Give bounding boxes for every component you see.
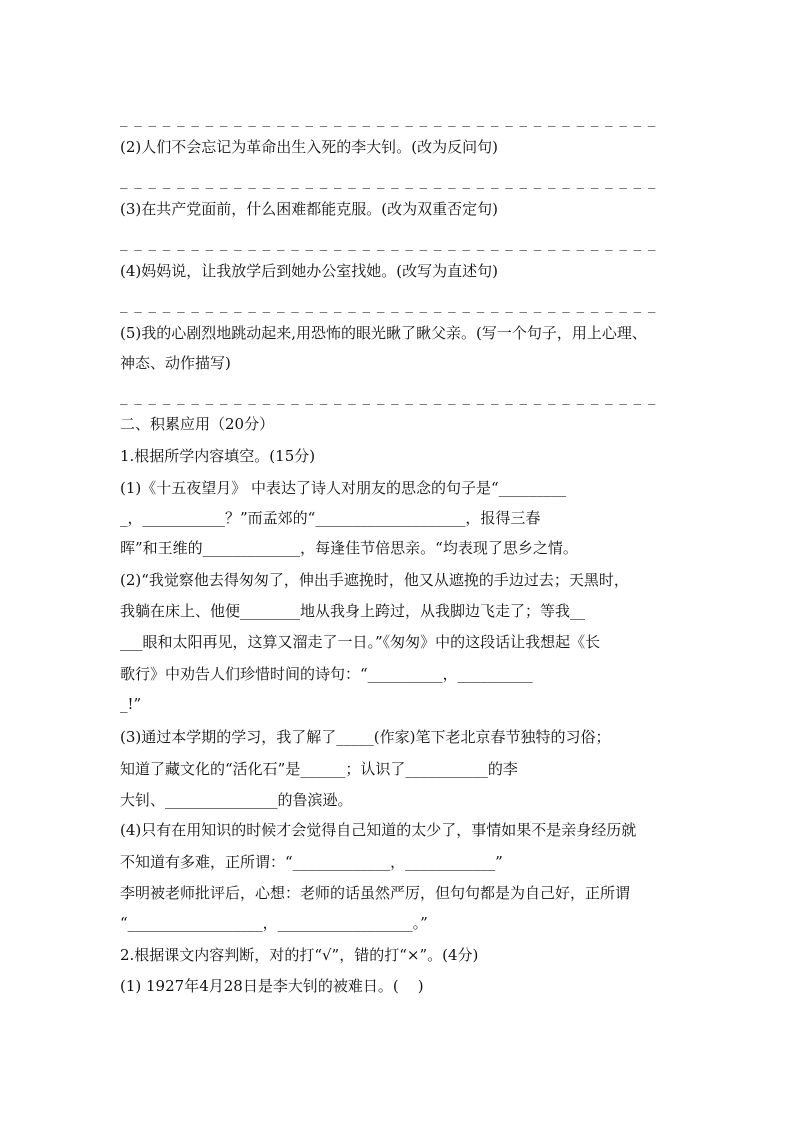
q1-2-line-5: _!” [120,695,142,713]
answer-blank-line[interactable]: _ _ _ _ _ _ _ _ _ _ _ _ _ _ _ _ _ _ _ _ _ _ _ _ _ _ _ _ _ _ _ _ _ _ _ _ _ _ [120,109,657,127]
answer-blank-line[interactable]: _ _ _ _ _ _ _ _ _ _ _ _ _ _ _ _ _ _ _ _ _ _ _ _ _ _ _ _ _ _ _ _ _ _ _ _ _ _ [120,387,657,405]
q1-1-line-1: (1)《十五夜望月》 中表达了诗人对朋友的思念的句子是“_________ [120,479,567,497]
question-2-rewrite: (2)人们不会忘记为革命出生入死的李大钊。(改为反问句) [120,138,498,156]
answer-blank-line[interactable]: _ _ _ _ _ _ _ _ _ _ _ _ _ _ _ _ _ _ _ _ _ _ _ _ _ _ _ _ _ _ _ _ _ _ _ _ _ _ [120,295,657,313]
q1-4-line-2: 不知道有多难，正所谓：“_____________，____________” [120,853,503,871]
section-2-heading: 二、积累应用（20分） [120,415,275,433]
question-3-rewrite: (3)在共产党面前，什么困难都能克服。(改为双重否定句) [120,200,498,218]
q1-1-line-3: 晖”和王维的_____________，每逢佳节倍思亲。“均表现了思乡之情。 [120,539,578,557]
q1-3-line-2: 知道了藏文化的“活化石”是______；认识了___________的李 [120,760,518,778]
question-1-title: 1.根据所学内容填空。(15分) [120,447,316,465]
question-5-line-1: (5)我的心剧烈地跳动起来,用恐怖的眼光瞅了瞅父亲。(写一个句子，用上心理、 [120,324,647,342]
q1-3-line-1: (3)通过本学期的学习，我了解了_____(作家)笔下老北京春节独特的习俗； [120,728,611,746]
question-5-line-2: 神态、动作描写) [120,354,231,372]
q1-1-line-2: _，___________？”而孟郊的“____________________，报得三春 [120,509,541,527]
answer-blank-line[interactable]: _ _ _ _ _ _ _ _ _ _ _ _ _ _ _ _ _ _ _ _ _ _ _ _ _ _ _ _ _ _ _ _ _ _ _ _ _ _ [120,233,657,251]
q1-4-line-4: “__________________，__________________。” [120,914,428,932]
q2-1-statement: (1) 1927年4月28日是李大钊的被难日。( ) [120,977,424,995]
q1-2-line-2: 我躺在床上、他便________地从我身上跨过，从我脚边飞走了；等我__ [120,602,586,620]
q1-2-line-3: ___眼和太阳再见，这算又溜走了一日。”《匆匆》中的这段话让我想起《长 [120,633,601,651]
question-2-title: 2.根据课文内容判断，对的打“√”，错的打“×”。(4分) [120,946,479,964]
q1-4-line-1: (4)只有在用知识的时候才会觉得自己知道的太少了，事情如果不是亲身经历就 [120,821,637,839]
answer-blank-line[interactable]: _ _ _ _ _ _ _ _ _ _ _ _ _ _ _ _ _ _ _ _ _ _ _ _ _ _ _ _ _ _ _ _ _ _ _ _ _ _ [120,171,657,189]
q1-2-line-4: 歌行》中劝告人们珍惜时间的诗句：“__________，__________ [120,665,533,683]
question-4-rewrite: (4)妈妈说，让我放学后到她办公室找她。(改写为直述句) [120,262,498,280]
q1-3-line-3: 大钊、_______________的鲁滨逊。 [120,791,353,809]
q1-2-line-1: (2)“我觉察他去得匆匆了，伸出手遮挽时，他又从遮挽的手边过去；天黑时， [120,571,629,589]
q1-4-line-3: 李明被老师批评后，心想：老师的话虽然严厉，但句句都是为自己好，正所谓 [120,884,631,902]
